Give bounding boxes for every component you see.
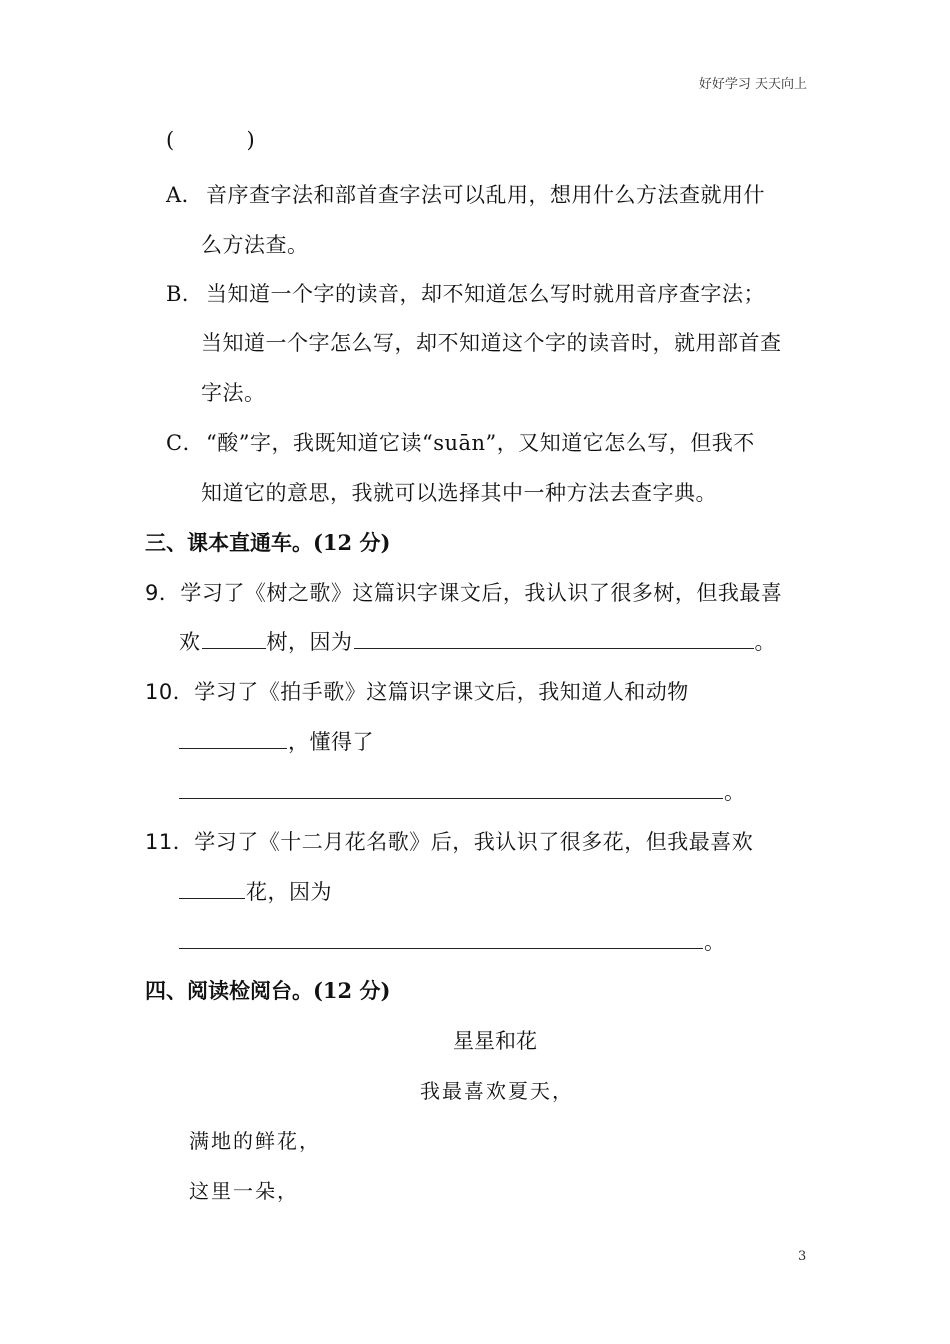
q10-line-3	[178, 776, 746, 806]
option-b-line-2: 当知道一个字怎么写，却不知道这个字的读音时，就用部首查	[201, 331, 782, 355]
q10-number: 10．	[145, 680, 195, 704]
poem-line-2: 满地的鲜花，	[189, 1129, 321, 1153]
option-c-label: C．	[166, 431, 205, 455]
poem-line-1: 我最喜欢夏天，	[420, 1079, 574, 1103]
q9-tree-blank[interactable]	[202, 626, 266, 649]
q11-line-2	[178, 876, 332, 906]
q10-line-2	[178, 726, 374, 756]
option-b-line-1: 当知道一个字的读音，却不知道怎么写时就用音序查字法；	[206, 282, 765, 306]
option-c-line-1: “酸”字，我既知道它读“suān”，又知道它怎么写，但我不	[206, 431, 755, 455]
q10-text-b: ，懂得了	[288, 730, 374, 754]
q9-text-a: 欢	[179, 630, 201, 654]
section-4-heading: 四、阅读检阅台。(12 分)	[145, 978, 391, 1003]
q11-end: 。	[704, 930, 726, 954]
q9-line-2	[179, 626, 776, 656]
option-a-line-1: 音序查字法和部首查字法可以乱用，想用什么方法查就用什	[206, 183, 765, 207]
q9-number: 9．	[145, 581, 181, 605]
q9-line-1	[145, 577, 782, 607]
q9-end: 。	[754, 630, 776, 654]
q9-text-b: 树，因为	[266, 630, 353, 654]
q11-text-b: 花，因为	[246, 880, 332, 904]
q10-blank-2[interactable]	[179, 776, 723, 799]
q10-end: 。	[724, 780, 746, 804]
q11-reason-blank[interactable]	[179, 926, 703, 949]
header-motto: 好好学习 天天向上	[698, 77, 807, 92]
option-c-line-2: 知道它的意思，我就可以选择其中一种方法去查字典。	[201, 481, 717, 505]
q10-blank-1[interactable]	[179, 726, 287, 749]
q9-reason-blank[interactable]	[354, 626, 754, 649]
q11-line-3	[178, 926, 726, 956]
q11-number: 11．	[145, 830, 195, 854]
option-a-line-2: 么方法查。	[201, 233, 309, 257]
option-a-label: A．	[166, 183, 204, 207]
poem-line-3: 这里一朵，	[189, 1179, 299, 1203]
option-b-label: B．	[166, 282, 204, 306]
q10-text: 学习了《拍手歌》这篇识字课文后，我知道人和动物	[194, 680, 689, 704]
answer-parentheses: ( )	[166, 128, 256, 152]
section-3-heading: 三、课本直通车。(12 分)	[145, 530, 391, 555]
q11-flower-blank[interactable]	[179, 876, 245, 899]
poem-title: 星星和花	[453, 1029, 537, 1053]
page-number: 3	[798, 1249, 807, 1264]
q10-line-1	[145, 676, 689, 706]
q9-text: 学习了《树之歌》这篇识字课文后，我认识了很多树，但我最喜	[180, 581, 783, 605]
q11-line-1	[145, 826, 753, 856]
q11-text: 学习了《十二月花名歌》后，我认识了很多花，但我最喜欢	[194, 830, 754, 854]
option-b-line-3: 字法。	[201, 381, 266, 405]
